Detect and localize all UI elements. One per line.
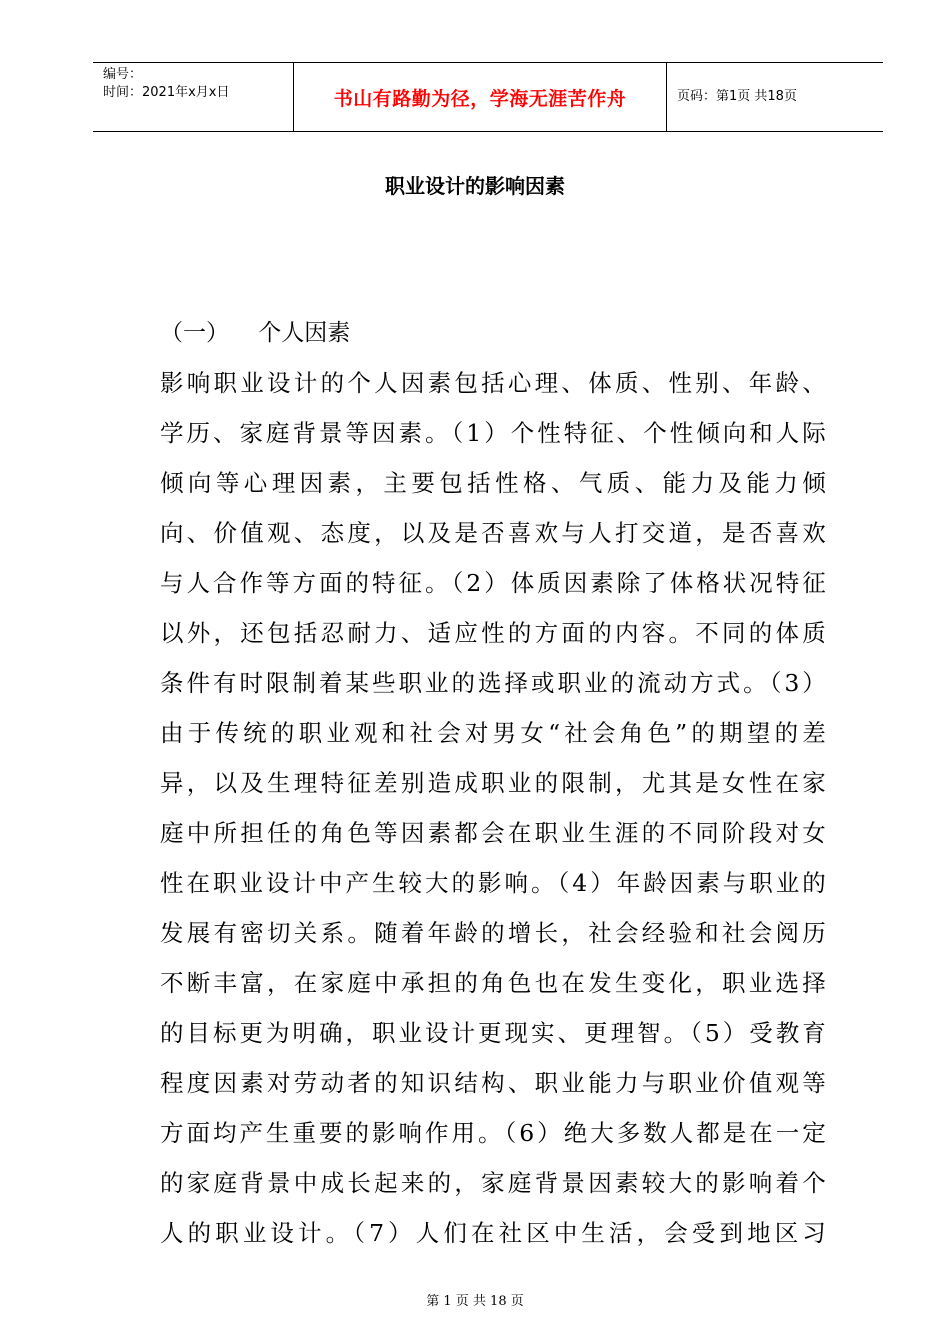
body-line: 影响职业设计的个人因素包括心理、体质、性别、年龄、 xyxy=(160,369,826,397)
page-header xyxy=(93,62,883,132)
body-line: 的目标更为明确，职业设计更现实、更理智。（5）受教育 xyxy=(160,1019,826,1047)
body-line: 向、价值观、态度，以及是否喜欢与人打交道，是否喜欢 xyxy=(160,519,826,547)
body-line: 不断丰富，在家庭中承担的角色也在发生变化，职业选择 xyxy=(160,969,826,997)
body-line: 性在职业设计中产生较大的影响。（4）年龄因素与职业的 xyxy=(160,869,826,897)
header-motto-cell xyxy=(294,63,667,131)
body-line: 庭中所担任的角色等因素都会在职业生涯的不同阶段对女 xyxy=(160,819,826,847)
body-text xyxy=(160,358,826,1258)
page-footer: 第 1 页 共 18 页 xyxy=(426,1294,524,1309)
body-line: 的家庭背景中成长起来的，家庭背景因素较大的影响着个 xyxy=(160,1169,826,1197)
body-line: 以外，还包括忍耐力、适应性的方面的内容。不同的体质 xyxy=(160,619,826,647)
time-label: 时间：2021年x月x日 xyxy=(103,85,230,100)
body-line: 程度因素对劳动者的知识结构、职业能力与职业价值观等 xyxy=(160,1069,826,1097)
body-line: 倾向等心理因素，主要包括性格、气质、能力及能力倾 xyxy=(160,469,826,497)
header-page-cell xyxy=(667,63,883,131)
body-line: 发展有密切关系。随着年龄的增长，社会经验和社会阅历 xyxy=(160,919,826,947)
body-line: 学历、家庭背景等因素。（1）个性特征、个性倾向和人际 xyxy=(160,419,826,447)
serial-number-label: 编号： xyxy=(103,67,143,82)
section-heading: （一） 个人因素 xyxy=(160,320,351,346)
header-motto: 书山有路勤为径，学海无涯苦作舟 xyxy=(333,87,627,110)
body-line: 条件有时限制着某些职业的选择或职业的流动方式。（3） xyxy=(160,669,826,697)
header-meta-cell xyxy=(93,63,294,131)
body-line: 由于传统的职业观和社会对男女“社会角色”的期望的差 xyxy=(160,719,826,747)
document-title: 职业设计的影响因素 xyxy=(385,174,565,198)
body-line: 异，以及生理特征差别造成职业的限制，尤其是女性在家 xyxy=(160,769,826,797)
body-line: 与人合作等方面的特征。（2）体质因素除了体格状况特征 xyxy=(160,569,826,597)
body-line: 人的职业设计。（7）人们在社区中生活，会受到地区习 xyxy=(160,1219,826,1247)
header-page-info: 页码：第1页 共18页 xyxy=(677,89,797,104)
body-line: 方面均产生重要的影响作用。（6）绝大多数人都是在一定 xyxy=(160,1119,826,1147)
